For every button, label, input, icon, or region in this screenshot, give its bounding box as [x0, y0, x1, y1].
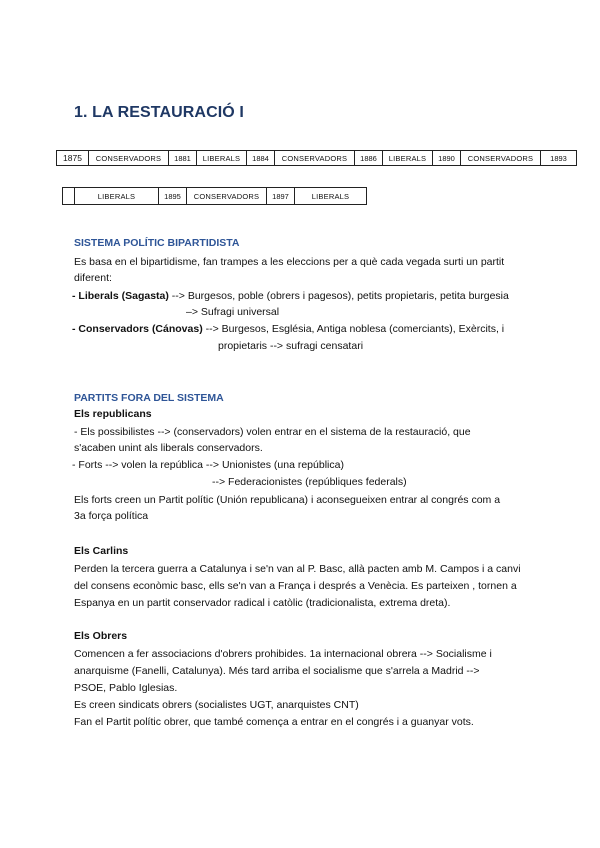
- subheading-obrers: Els Obrers: [74, 630, 128, 642]
- paragraph-line: diferent:: [74, 272, 112, 284]
- paragraph-line: 3a força política: [74, 510, 149, 522]
- paragraph-line: PSOE, Pablo Iglesias.: [74, 682, 178, 694]
- paragraph-line: - Els possibilistes --> (conservadors) volen entrar en el sistema de la restauració, que: [74, 426, 471, 438]
- timeline-party: CONSERVADORS: [89, 151, 169, 166]
- subheading-carlins: Els Carlins: [74, 545, 129, 557]
- timeline-party: LIBERALS: [197, 151, 247, 166]
- conservadors-label: - Conservadors (Cánovas): [72, 323, 203, 335]
- paragraph-line: Els forts creen un Partit polític (Unión republicana) i aconsegueixen entrar al congrés com a: [74, 494, 501, 506]
- paragraph-line: s'acaben unint als liberals conservadors.: [74, 442, 263, 454]
- conservadors-suffrage: propietaris --> sufragi censatari: [218, 340, 364, 352]
- conservadors-text: --> Burgesos, Església, Antiga noblesa (comerciants), Exèrcits, i: [202, 323, 505, 335]
- timeline-year: 1897: [267, 188, 295, 205]
- paragraph-line: --> Federacionistes (repúbliques federals): [212, 476, 407, 488]
- liberals-suffrage: –> Sufragi universal: [186, 306, 280, 318]
- paragraph-line: Espanya en un partit conservador radical i catòlic (tradicionalista, extrema dreta).: [74, 597, 451, 609]
- paragraph-line: Perden la tercera guerra a Catalunya i se'n van al P. Basc, allà pacten amb M. Campos i a canvi: [74, 563, 521, 575]
- timeline-table-1: [56, 150, 577, 166]
- timeline-party: CONSERVADORS: [461, 151, 541, 166]
- timeline-year: 1895: [159, 188, 187, 205]
- paragraph-line: Comencen a fer associacions d'obrers prohibides. 1a internacional obrera --> Socialisme i: [74, 648, 492, 660]
- timeline-row: [57, 151, 577, 166]
- paragraph-line: Es creen sindicats obrers (socialistes UGT, anarquistes CNT): [74, 699, 359, 711]
- conservadors-line: [72, 322, 504, 336]
- timeline-party: LIBERALS: [383, 151, 433, 166]
- section-heading-bipartidista: SISTEMA POLÍTIC BIPARTIDISTA: [74, 237, 240, 249]
- liberals-label: - Liberals (Sagasta): [72, 290, 169, 302]
- paragraph-line: anarquisme (Fanelli, Catalunya). Més tard arriba el socialisme que s'arrela a Madrid -->: [74, 665, 480, 677]
- timeline-year: 1875: [57, 151, 89, 166]
- page-title: 1. LA RESTAURACIÓ I: [74, 104, 244, 121]
- paragraph-line: del consens econòmic basc, ells se'n van a França i després a Venècia. Es parteixen , tornen a: [74, 580, 517, 592]
- paragraph-line: Fan el Partit polític obrer, que també comença a entrar en el congrés i a guanyar vots.: [74, 716, 474, 728]
- timeline-party: LIBERALS: [295, 188, 367, 205]
- timeline-year: [63, 188, 75, 205]
- liberals-text: --> Burgesos, poble (obrers i pagesos), petits propietaris, petita burgesia: [168, 290, 509, 302]
- paragraph-line: - Forts --> volen la república --> Unionistes (una república): [72, 459, 344, 471]
- timeline-year: 1893: [541, 151, 577, 166]
- timeline-party: LIBERALS: [75, 188, 159, 205]
- timeline-party: CONSERVADORS: [187, 188, 267, 205]
- timeline-year: 1884: [247, 151, 275, 166]
- timeline-row: [63, 188, 367, 205]
- paragraph-line: Es basa en el bipartidisme, fan trampes a les eleccions per a què cada vegada surti un partit: [74, 256, 505, 268]
- timeline-party: CONSERVADORS: [275, 151, 355, 166]
- timeline-year: 1890: [433, 151, 461, 166]
- timeline-year: 1886: [355, 151, 383, 166]
- liberals-line: [72, 289, 509, 303]
- section-heading-fora: PARTITS FORA DEL SISTEMA: [74, 392, 224, 404]
- timeline-year: 1881: [169, 151, 197, 166]
- subheading-republicans: Els republicans: [74, 408, 152, 420]
- timeline-table-2: [62, 187, 367, 205]
